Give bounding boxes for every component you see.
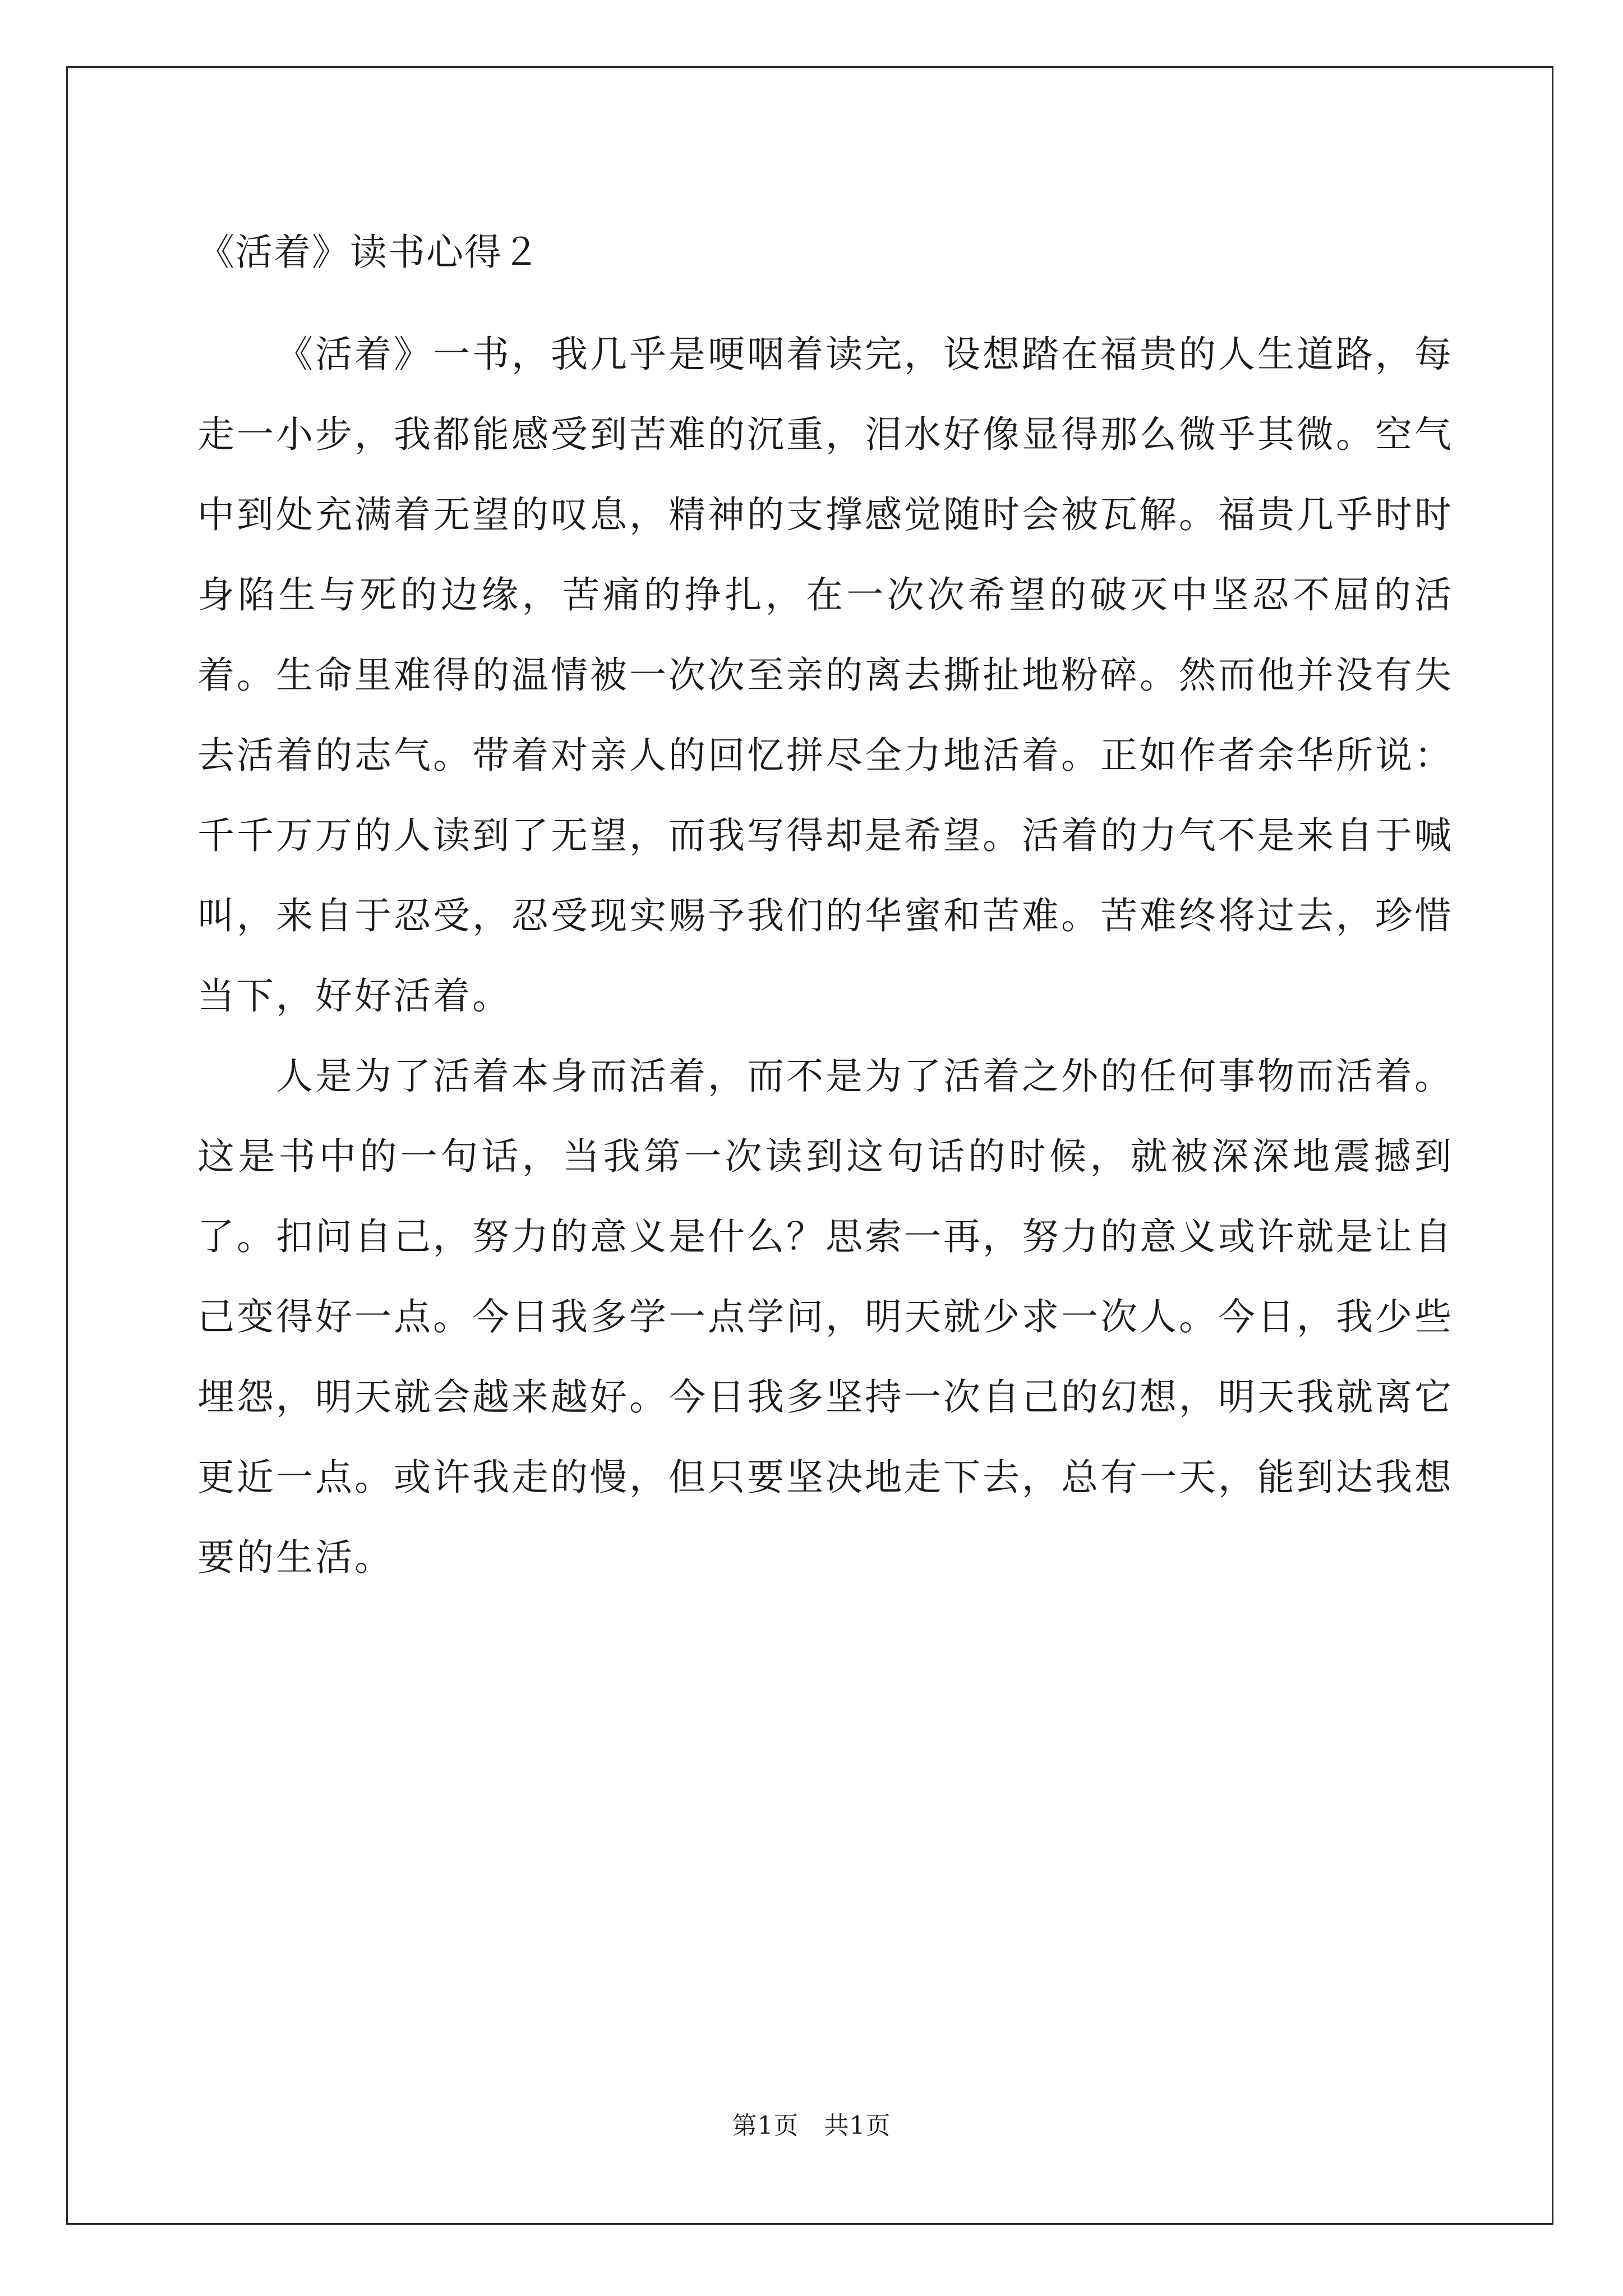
paragraph-2: 人是为了活着本身而活着，而不是为了活着之外的任何事物而活着。这是书中的一句话，当我第一次读到这句话的时候，就被深深地震撼到了。扣问自己，努力的意义是什么？思索一再，努力的意义或许就是让自己变得好一点。今日我多学一点学问，明天就少求一次人。今日，我少些埋怨，明天就会越来越好。今日我多坚持一次自己的幻想，明天我就离它更近一点。或许我走的慢，但只要坚决地走下去，总有一天，能到达我想要的生活。 [197,1055,1454,1579]
paragraph-1: 《活着》一书，我几乎是哽咽着读完，设想踏在福贵的人生道路，每走一小步，我都能感受到苦难的沉重，泪水好像显得那么微乎其微。空气中到处充满着无望的叹息，精神的支撑感觉随时会被瓦解。福贵几乎时时身陷生与死的边缘，苦痛的挣扎，在一次次希望的破灭中坚忍不屈的活着。生命里难得的温情被一次次至亲的离去撕扯地粉碎。然而他并没有失去活着的志气。带着对亲人的回忆拼尽全力地活着。正如作者余华所说：千千万万的人读到了无望，而我写得却是希望。活着的力气不是来自于喊叫，来自于忍受，忍受现实赐予我们的华蜜和苦难。苦难终将过去，珍惜当下，好好活着。 [197,333,1454,1018]
page-number-footer: 第1页 共1页 [732,2111,891,2140]
document-body [197,314,1454,1598]
document-title: 《活着》读书心得２ [197,231,541,274]
